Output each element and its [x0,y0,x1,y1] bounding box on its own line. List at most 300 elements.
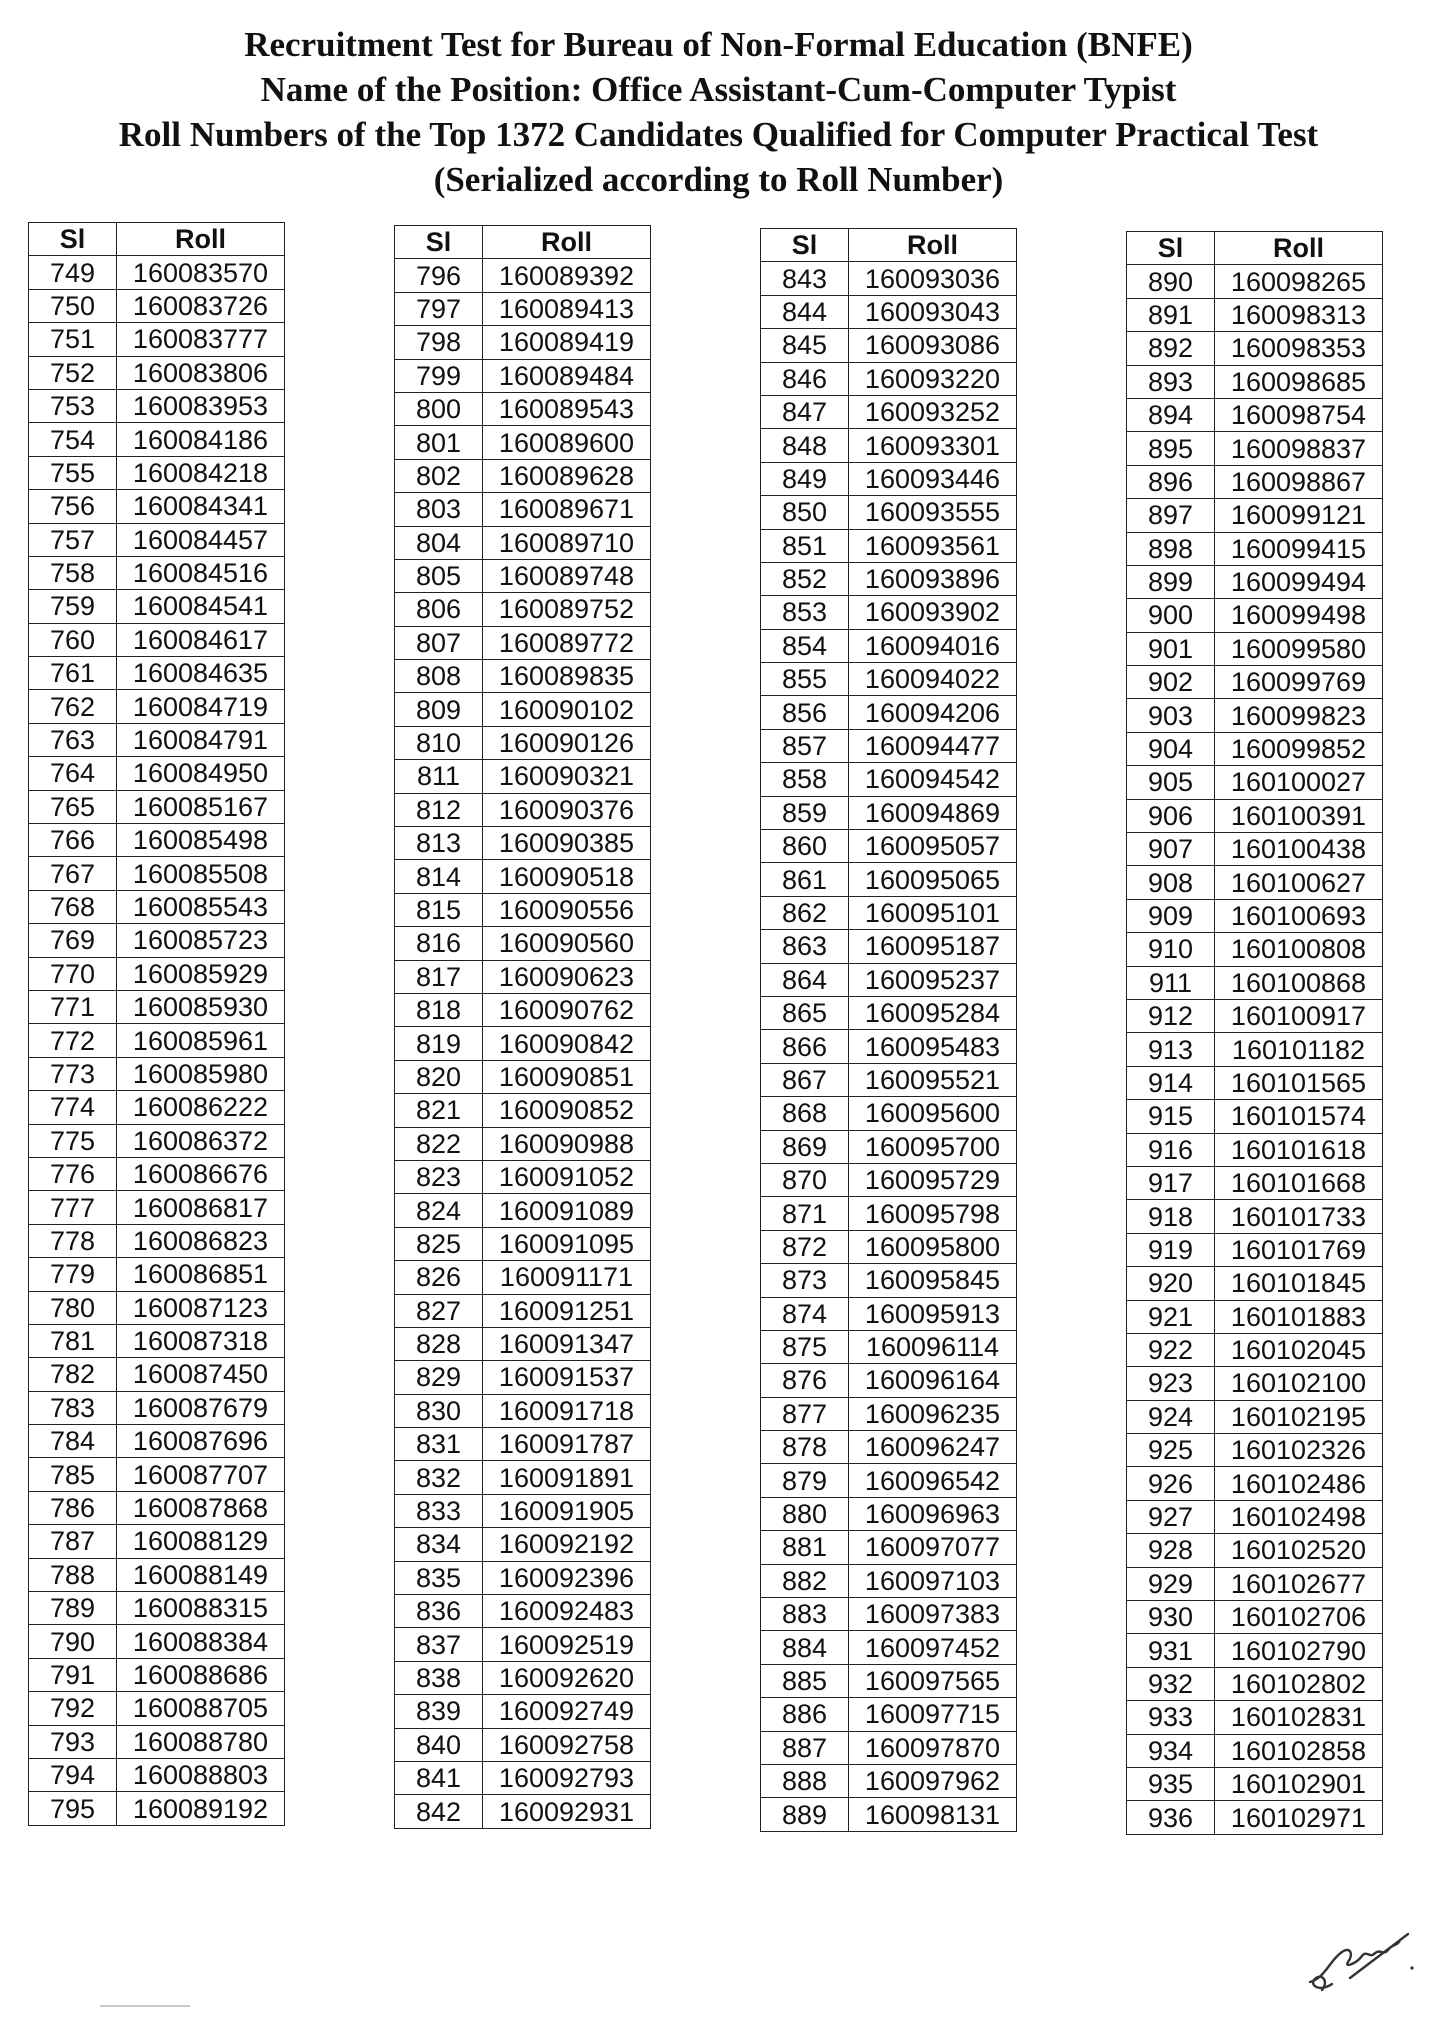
sl-cell: 783 [29,1391,117,1424]
roll-cell: 160098353 [1215,332,1383,365]
roll-cell: 160099852 [1215,732,1383,765]
roll-cell: 160099580 [1215,632,1383,665]
roll-cell: 160100917 [1215,999,1383,1032]
roll-cell: 160102858 [1215,1734,1383,1767]
roll-cell: 160095521 [849,1063,1017,1096]
sl-cell: 810 [395,726,483,759]
roll-cell: 160085961 [117,1024,285,1057]
table-row [1127,1634,1383,1667]
sl-cell: 851 [761,529,849,562]
sl-cell: 842 [395,1795,483,1828]
roll-cell: 160089392 [483,259,651,292]
roll-cell: 160087679 [117,1391,285,1424]
table-row [761,1230,1017,1263]
sl-cell: 832 [395,1461,483,1494]
table-row [761,1297,1017,1330]
table-row [1127,1367,1383,1400]
roll-cell: 160084791 [117,723,285,756]
sl-cell: 905 [1127,766,1215,799]
sl-cell: 934 [1127,1734,1215,1767]
sl-cell: 863 [761,930,849,963]
sl-cell: 770 [29,957,117,990]
table-row [29,423,285,456]
sl-cell: 888 [761,1764,849,1797]
table-row [1127,499,1383,532]
sl-cell: 769 [29,924,117,957]
sl-cell: 900 [1127,599,1215,632]
roll-cell: 160097452 [849,1631,1017,1664]
sl-cell: 756 [29,490,117,523]
sl-cell: 777 [29,1191,117,1224]
roll-cell: 160093220 [849,362,1017,395]
table-row [395,1027,651,1060]
table-row [1127,1066,1383,1099]
sl-cell: 792 [29,1692,117,1725]
roll-cell: 160094206 [849,696,1017,729]
sl-cell: 892 [1127,332,1215,365]
roll-cell: 160084719 [117,690,285,723]
roll-cell: 160100027 [1215,766,1383,799]
roll-column-header: Roll [483,226,651,259]
roll-cell: 160085508 [117,857,285,890]
roll-cell: 160085930 [117,990,285,1023]
sl-cell: 861 [761,863,849,896]
roll-cell: 160090842 [483,1027,651,1060]
sl-cell: 819 [395,1027,483,1060]
sl-cell: 830 [395,1394,483,1427]
roll-cell: 160096164 [849,1364,1017,1397]
roll-cell: 160087318 [117,1324,285,1357]
header-title: Recruitment Test for Bureau of Non-Formal Education (BNFE) [244,25,1193,64]
sl-cell: 790 [29,1625,117,1658]
sl-cell: 886 [761,1698,849,1731]
sl-cell: 808 [395,660,483,693]
sl-cell: 855 [761,663,849,696]
sl-column-header: Sl [395,226,483,259]
sl-cell: 904 [1127,732,1215,765]
sl-cell: 822 [395,1127,483,1160]
roll-cell: 160096114 [849,1330,1017,1363]
table-row [29,1525,285,1558]
sl-cell: 860 [761,830,849,863]
roll-cell: 160098265 [1215,265,1383,298]
roll-cell: 160095065 [849,863,1017,896]
roll-cell: 160087450 [117,1358,285,1391]
table-row [761,629,1017,662]
table-row [395,793,651,826]
table-row [1127,1033,1383,1066]
table-header-row [1127,232,1383,265]
table-row [395,559,651,592]
sl-cell: 773 [29,1057,117,1090]
table-row [1127,1400,1383,1433]
roll-cell: 160091052 [483,1160,651,1193]
table-row [395,660,651,693]
sl-cell: 869 [761,1130,849,1163]
table-row [29,1425,285,1458]
sl-cell: 776 [29,1157,117,1190]
roll-cell: 160089835 [483,660,651,693]
sl-cell: 883 [761,1598,849,1631]
roll-cell: 160092749 [483,1695,651,1728]
roll-cell: 160087123 [117,1291,285,1324]
sl-cell: 749 [29,256,117,289]
roll-cell: 160086823 [117,1224,285,1257]
table-row [395,1628,651,1661]
sl-cell: 762 [29,690,117,723]
roll-cell: 160089600 [483,426,651,459]
table-row [395,1561,651,1594]
sl-cell: 901 [1127,632,1215,665]
sl-cell: 897 [1127,499,1215,532]
roll-cell: 160102831 [1215,1701,1383,1734]
sl-cell: 759 [29,590,117,623]
sl-cell: 828 [395,1327,483,1360]
roll-cell: 160090852 [483,1094,651,1127]
table-row [29,957,285,990]
sl-cell: 755 [29,456,117,489]
roll-cell: 160096963 [849,1497,1017,1530]
roll-cell: 160089710 [483,526,651,559]
roll-cell: 160095600 [849,1097,1017,1130]
roll-cell: 160102802 [1215,1667,1383,1700]
table-row [395,1461,651,1494]
roll-cell: 160085498 [117,824,285,857]
roll-cell: 160092396 [483,1561,651,1594]
sl-cell: 936 [1127,1801,1215,1834]
roll-cell: 160100391 [1215,799,1383,832]
table-row [1127,1767,1383,1800]
sl-cell: 909 [1127,899,1215,932]
roll-cell: 160095913 [849,1297,1017,1330]
sl-cell: 854 [761,629,849,662]
sl-cell: 881 [761,1531,849,1564]
sl-cell: 903 [1127,699,1215,732]
roll-cell: 160091251 [483,1294,651,1327]
sl-cell: 785 [29,1458,117,1491]
table-row [29,1491,285,1524]
roll-cell: 160099498 [1215,599,1383,632]
table-row [29,1358,285,1391]
roll-cell: 160093036 [849,262,1017,295]
table-row [1127,532,1383,565]
table-row [761,1130,1017,1163]
roll-cell: 160102901 [1215,1767,1383,1800]
table-row [395,593,651,626]
roll-table-2 [394,225,651,1829]
roll-cell: 160089671 [483,493,651,526]
roll-cell: 160097962 [849,1764,1017,1797]
table-row [761,1063,1017,1096]
sl-cell: 884 [761,1631,849,1664]
roll-cell: 160087696 [117,1425,285,1458]
roll-cell: 160101574 [1215,1100,1383,1133]
roll-cell: 160097715 [849,1698,1017,1731]
table-row [395,1494,651,1527]
roll-cell: 160092192 [483,1528,651,1561]
table-row [761,529,1017,562]
sl-cell: 837 [395,1628,483,1661]
table-row [29,289,285,322]
table-row [761,395,1017,428]
table-row [1127,1267,1383,1300]
table-row [29,523,285,556]
table-row [29,690,285,723]
sl-cell: 923 [1127,1367,1215,1400]
roll-cell: 160091095 [483,1227,651,1260]
sl-cell: 926 [1127,1467,1215,1500]
roll-cell: 160090851 [483,1060,651,1093]
roll-cell: 160095284 [849,996,1017,1029]
table-row [761,1631,1017,1664]
table-row [761,1497,1017,1530]
sl-cell: 859 [761,796,849,829]
sl-cell: 925 [1127,1434,1215,1467]
sl-cell: 912 [1127,999,1215,1032]
table-row [761,562,1017,595]
table-row [1127,1567,1383,1600]
roll-cell: 160094542 [849,763,1017,796]
roll-cell: 160102195 [1215,1400,1383,1433]
sl-cell: 823 [395,1160,483,1193]
table-row [395,1428,651,1461]
sl-cell: 873 [761,1264,849,1297]
roll-cell: 160101565 [1215,1066,1383,1099]
roll-cell: 160101883 [1215,1300,1383,1333]
table-row [761,1197,1017,1230]
roll-column-header: Roll [117,223,285,256]
sl-cell: 827 [395,1294,483,1327]
table-row [395,292,651,325]
roll-cell: 160088129 [117,1525,285,1558]
sl-cell: 917 [1127,1166,1215,1199]
table-row [761,830,1017,863]
roll-cell: 160095057 [849,830,1017,863]
sl-cell: 779 [29,1258,117,1291]
table-row [395,459,651,492]
table-row [29,1458,285,1491]
roll-cell: 160084457 [117,523,285,556]
sl-cell: 853 [761,596,849,629]
sl-cell: 895 [1127,432,1215,465]
roll-column-header: Roll [1215,232,1383,265]
roll-table-4 [1126,231,1383,1835]
table-row [29,1391,285,1424]
roll-cell: 160093896 [849,562,1017,595]
roll-cell: 160097077 [849,1531,1017,1564]
roll-cell: 160101618 [1215,1133,1383,1166]
roll-cell: 160100808 [1215,933,1383,966]
table-row [29,1324,285,1357]
table-row [761,329,1017,362]
table-row [395,860,651,893]
sl-cell: 871 [761,1197,849,1230]
roll-cell: 160102706 [1215,1601,1383,1634]
table-row [1127,1701,1383,1734]
roll-cell: 160093252 [849,395,1017,428]
sl-cell: 812 [395,793,483,826]
table-header-row [761,229,1017,262]
roll-cell: 160090560 [483,927,651,960]
sl-cell: 781 [29,1324,117,1357]
sl-cell: 788 [29,1558,117,1591]
table-row [395,927,651,960]
table-row [29,1157,285,1190]
sl-cell: 784 [29,1425,117,1458]
table-row [761,1330,1017,1363]
table-row [395,259,651,292]
sl-cell: 847 [761,395,849,428]
table-row [761,1264,1017,1297]
sl-cell: 876 [761,1364,849,1397]
roll-tables [0,222,1437,1862]
roll-cell: 160097383 [849,1598,1017,1631]
roll-cell: 160091089 [483,1194,651,1227]
table-row [1127,1601,1383,1634]
table-row [761,1798,1017,1831]
sl-cell: 899 [1127,565,1215,598]
sl-cell: 916 [1127,1133,1215,1166]
sl-cell: 866 [761,1030,849,1063]
roll-cell: 160085980 [117,1057,285,1090]
sl-cell: 789 [29,1592,117,1625]
sl-cell: 782 [29,1358,117,1391]
table-row [1127,1300,1383,1333]
roll-cell: 160084541 [117,590,285,623]
sl-cell: 911 [1127,966,1215,999]
roll-cell: 160102326 [1215,1434,1383,1467]
sl-cell: 767 [29,857,117,890]
table-row [395,392,651,425]
roll-cell: 160084635 [117,657,285,690]
sl-cell: 824 [395,1194,483,1227]
roll-cell: 160086222 [117,1091,285,1124]
sl-cell: 765 [29,790,117,823]
table-row [761,1097,1017,1130]
table-row [761,1531,1017,1564]
roll-cell: 160095187 [849,930,1017,963]
table-row [761,1698,1017,1731]
table-row [395,1060,651,1093]
sl-cell: 805 [395,559,483,592]
roll-cell: 160092519 [483,1628,651,1661]
sl-cell: 921 [1127,1300,1215,1333]
roll-cell: 160091787 [483,1428,651,1461]
roll-cell: 160086817 [117,1191,285,1224]
table-row [1127,699,1383,732]
roll-cell: 160083777 [117,323,285,356]
sl-cell: 913 [1127,1033,1215,1066]
table-row [395,693,651,726]
sl-cell: 753 [29,389,117,422]
sl-cell: 771 [29,990,117,1023]
sl-cell: 920 [1127,1267,1215,1300]
roll-cell: 160102790 [1215,1634,1383,1667]
sl-cell: 846 [761,362,849,395]
sl-cell: 766 [29,824,117,857]
roll-cell: 160091347 [483,1327,651,1360]
roll-cell: 160102971 [1215,1801,1383,1834]
sl-cell: 817 [395,960,483,993]
table-row [395,1127,651,1160]
table-row [29,590,285,623]
sl-cell: 919 [1127,1233,1215,1266]
sl-cell: 857 [761,729,849,762]
sl-cell: 815 [395,893,483,926]
roll-cell: 160099415 [1215,532,1383,565]
roll-cell: 160091891 [483,1461,651,1494]
table-row [1127,432,1383,465]
roll-cell: 160085543 [117,890,285,923]
table-row [29,1725,285,1758]
table-row [761,1397,1017,1430]
sl-cell: 844 [761,295,849,328]
roll-cell: 160101845 [1215,1267,1383,1300]
roll-cell: 160094869 [849,796,1017,829]
roll-cell: 160084218 [117,456,285,489]
sl-cell: 907 [1127,833,1215,866]
sl-cell: 906 [1127,799,1215,832]
sl-cell: 811 [395,760,483,793]
sl-cell: 908 [1127,866,1215,899]
roll-cell: 160083806 [117,356,285,389]
table-row [1127,766,1383,799]
table-row [1127,1801,1383,1834]
sl-cell: 858 [761,763,849,796]
sl-cell: 834 [395,1528,483,1561]
sl-cell: 931 [1127,1634,1215,1667]
table-row [395,1327,651,1360]
table-row [29,1758,285,1791]
table-row [29,1592,285,1625]
table-row [395,993,651,1026]
header-subtitle: Roll Numbers of the Top 1372 Candidates Qualified for Computer Practical Test [118,115,1319,154]
roll-cell: 160090376 [483,793,651,826]
sl-cell: 933 [1127,1701,1215,1734]
roll-cell: 160090518 [483,860,651,893]
table-row [761,696,1017,729]
roll-cell: 160093555 [849,496,1017,529]
sl-cell: 799 [395,359,483,392]
table-row [29,757,285,790]
table-row [395,1160,651,1193]
table-row [1127,666,1383,699]
sl-cell: 807 [395,626,483,659]
sl-cell: 818 [395,993,483,1026]
table-row [29,1057,285,1090]
header-note: (Serialized according to Roll Number) [433,160,1004,199]
sl-cell: 885 [761,1664,849,1697]
sl-cell: 839 [395,1695,483,1728]
sl-cell: 835 [395,1561,483,1594]
sl-cell: 932 [1127,1667,1215,1700]
table-row [761,1731,1017,1764]
sl-cell: 935 [1127,1767,1215,1800]
roll-cell: 160090321 [483,760,651,793]
roll-cell: 160088384 [117,1625,285,1658]
roll-cell: 160095729 [849,1163,1017,1196]
table-row [761,763,1017,796]
table-row [395,1261,651,1294]
roll-cell: 160097103 [849,1564,1017,1597]
table-row [1127,933,1383,966]
sl-cell: 761 [29,657,117,690]
table-row [395,1695,651,1728]
roll-cell: 160090762 [483,993,651,1026]
table-row [761,1464,1017,1497]
table-row [761,462,1017,495]
sl-cell: 918 [1127,1200,1215,1233]
